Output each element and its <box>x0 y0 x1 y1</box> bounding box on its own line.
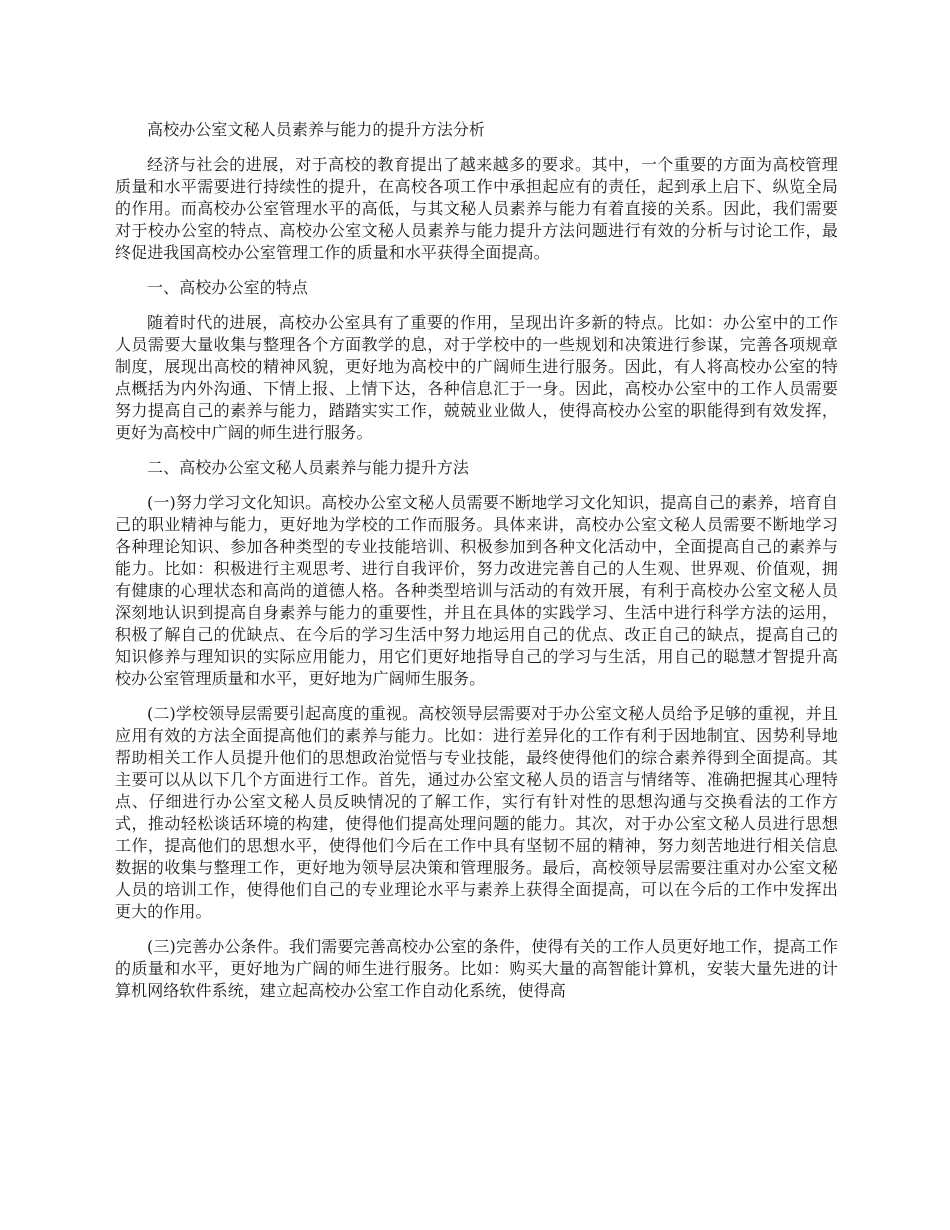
intro-paragraph: 经济与社会的进展，对于高校的教育提出了越来越多的要求。其中，一个重要的方面为高校管理质量和水平需要进行持续性的提升，在高校各项工作中承担起应有的责任，起到承上启下、纵览全局的作用。而高校办公室管理水平的高低，与其文秘人员素养与能力有着直接的关系。因此，我们需要对于校办公室的特点、高校办公室文秘人员素养与能力提升方法问题进行有效的分析与讨论工作，最终促进我国高校办公室管理工作的质量和水平获得全面提高。 <box>115 155 838 262</box>
subsection-2-paragraph: (二)学校领导层需要引起高度的重视。高校领导层需要对于办公室文秘人员给予足够的重视，并且应用有效的方法全面提高他们的素养与能力。比如：进行差异化的工作有利于因地制宜、因势利导地帮助相关工作人员提升他们的思想政治觉悟与专业技能，最终使得他们的综合素养得到全面提高。其主要可以从以下几个方面进行工作。首先，通过办公室文秘人员的语言与情绪等、准确把握其心理特点、仔细进行办公室文秘人员反映情况的了解工作，实行有针对性的思想沟通与交换看法的工作方式，推动轻松谈话环境的构建，使得他们提高处理问题的能力。其次，对于办公室文秘人员进行思想工作，提高他们的思想水平，使得他们今后在工作中具有坚韧不屈的精神，努力刻苦地进行相关信息数据的收集与整理工作，更好地为领导层决策和管理服务。最后，高校领导层需要注重对办公室文秘人员的培训工作，使得他们自己的专业理论水平与素养上获得全面提高，可以在今后的工作中发挥出更大的作用。 <box>115 704 838 921</box>
subsection-1-paragraph: (一)努力学习文化知识。高校办公室文秘人员需要不断地学习文化知识，提高自己的素养，培育自己的职业精神与能力，更好地为学校的工作而服务。具体来讲，高校办公室文秘人员需要不断地学习各种理论知识、参加各种类型的专业技能培训、积极参加到各种文化活动中，全面提高自己的素养与能力。比如：积极进行主观思考、进行自我评价，努力改进完善自己的人生观、世界观、价值观，拥有健康的心理状态和高尚的道德人格。各种类型培训与活动的有效开展，有利于高校办公室文秘人员深刻地认识到提高自身素养与能力的重要性，并且在具体的实践学习、生活中进行科学方法的运用，积极了解自己的优缺点、在今后的学习生活中努力地运用自己的优点、改正自己的缺点，提高自己的知识修养与理知识的实际应用能力，用它们更好地指导自己的学习与生活，用自己的聪慧才智提升高校办公室管理质量和水平，更好地为广阔师生服务。 <box>115 493 838 688</box>
subsection-3-paragraph: (三)完善办公条件。我们需要完善高校办公室的条件，使得有关的工作人员更好地工作，提高工作的质量和水平，更好地为广阔的师生进行服务。比如：购买大量的高智能计算机，安装大量先进的计算机网络软件系统，建立起高校办公室工作自动化系统，使得高 <box>115 937 838 1000</box>
document-title: 高校办公室文秘人员素养与能力的提升方法分析 <box>147 120 486 139</box>
section-1-heading: 一、高校办公室的特点 <box>147 278 309 297</box>
section-2-heading: 二、高校办公室文秘人员素养与能力提升方法 <box>147 458 470 477</box>
section-1-paragraph: 随着时代的进展，高校办公室具有了重要的作用，呈现出许多新的特点。比如：办公室中的工作人员需要大量收集与整理各个方面教学的息，对于学校中的一些规划和决策进行参谋，完善各项规章制度，展现出高校的精神风貌，更好地为高校中的广阔师生进行服务。因此，有人将高校办公室的特点概括为内外沟通、下情上报、上情下达，各种信息汇于一身。因此，高校办公室中的工作人员需要努力提高自己的素养与能力，踏踏实实工作，兢兢业业做人，使得高校办公室的职能得到有效发挥，更好为高校中广阔的师生进行服务。 <box>115 313 838 442</box>
document-page <box>115 119 838 1015</box>
